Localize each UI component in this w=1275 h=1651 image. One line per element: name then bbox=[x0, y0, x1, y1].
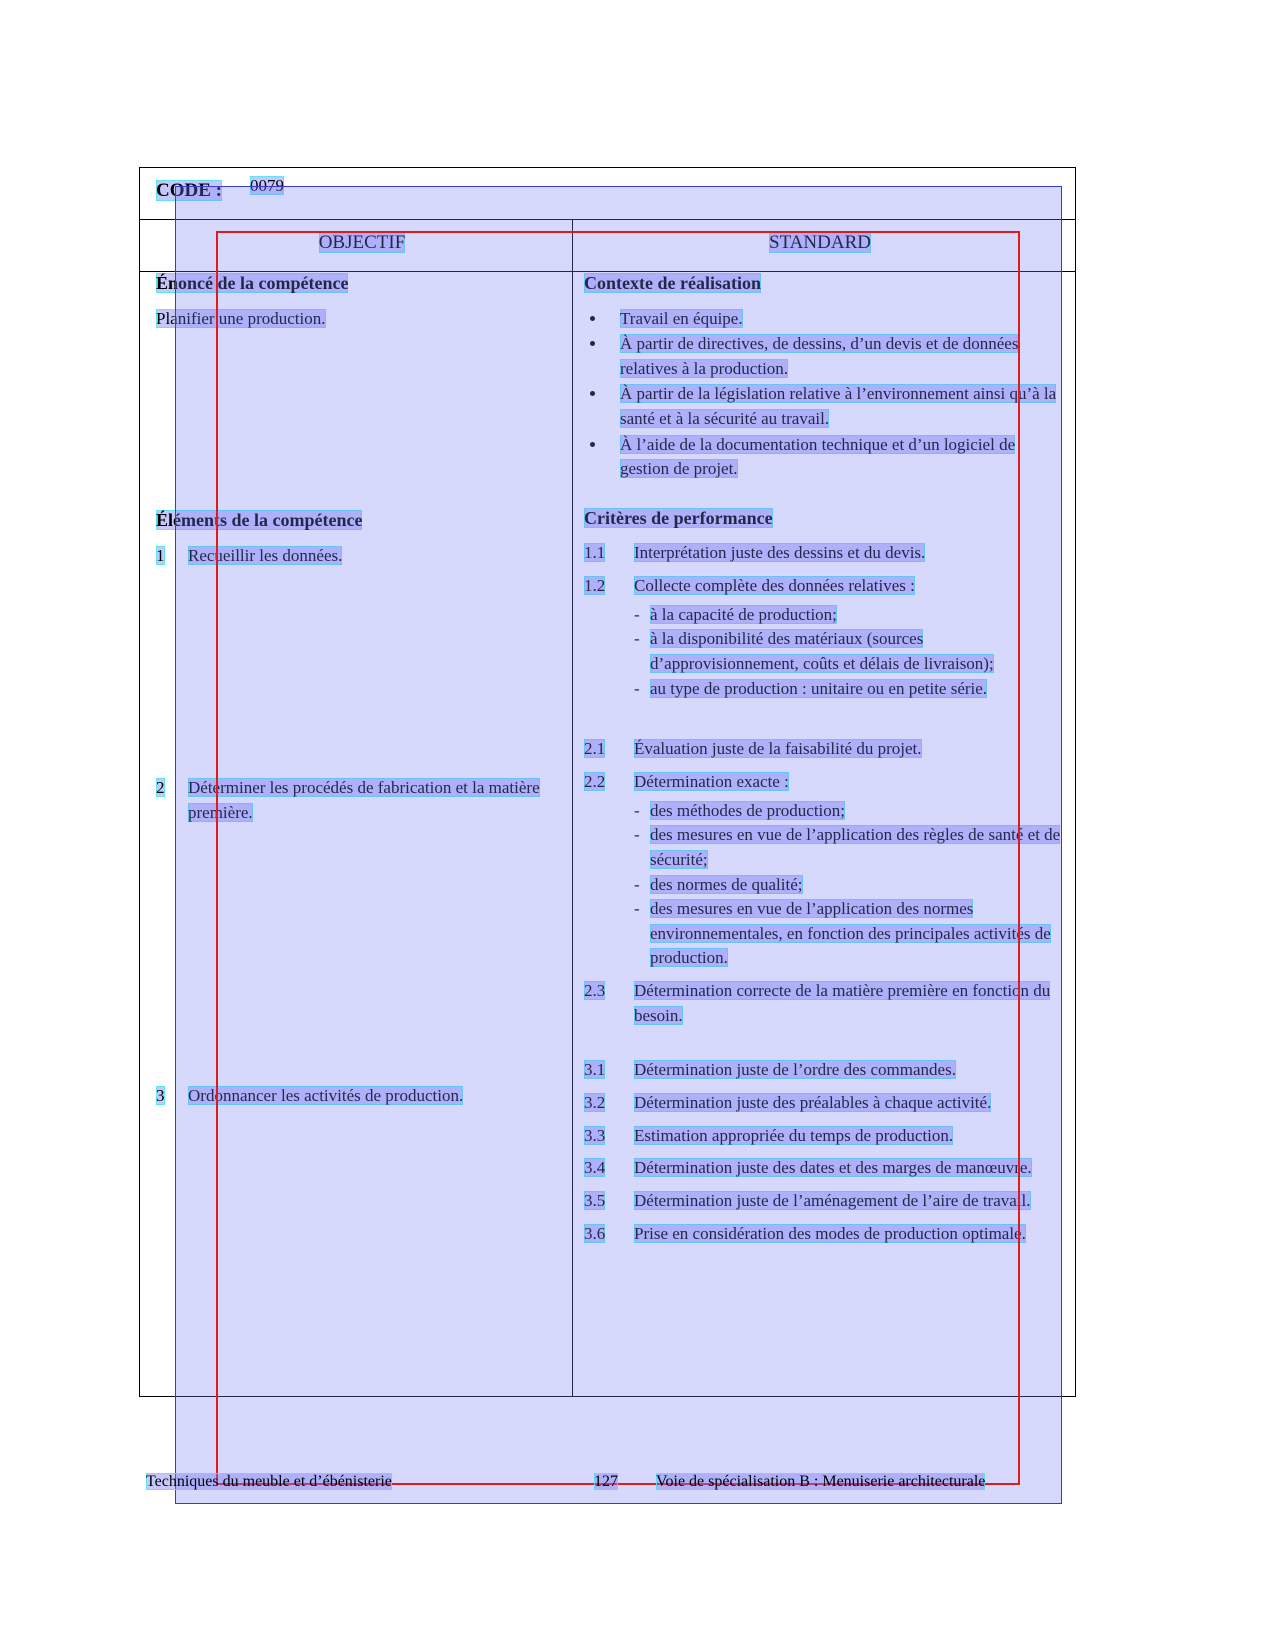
criteria-text: Détermination juste des préalables à chaque activité. bbox=[634, 1093, 992, 1113]
criteres-title bbox=[584, 507, 1066, 530]
criteria-row bbox=[584, 1222, 1066, 1247]
footer-page-number: 127 bbox=[594, 1473, 618, 1490]
enonce-title-text: Énoncé de la compétence bbox=[156, 273, 349, 293]
contexte-title-text: Contexte de réalisation bbox=[584, 273, 761, 293]
dash-icon: - bbox=[634, 629, 640, 649]
bullet-icon bbox=[590, 391, 595, 396]
element-number-1: 1 bbox=[156, 545, 165, 565]
criteria-row bbox=[584, 770, 1066, 971]
list-item: - des normes de qualité; bbox=[634, 873, 1066, 898]
criteria-row bbox=[584, 737, 1066, 762]
dash-icon: - bbox=[634, 899, 640, 919]
code-label-text: CODE : bbox=[156, 180, 222, 201]
criteria-number: 3.4 bbox=[584, 1158, 606, 1178]
criteria-number: 3.3 bbox=[584, 1125, 606, 1145]
dash-icon: - bbox=[634, 874, 640, 894]
dash-icon: - bbox=[634, 678, 640, 698]
list-item: - des mesures en vue de l’application des règles de santé et de sécurité; bbox=[634, 825, 1061, 869]
list-item: À partir de la législation relative à l’environnement ainsi qu’à la santé et à la sécurité au travail. bbox=[584, 382, 1066, 431]
criteria-row bbox=[584, 541, 1066, 566]
criteria-text: Détermination juste de l’aménagement de l’aire de travail. bbox=[634, 1190, 1031, 1210]
criteria-sub-list bbox=[634, 603, 1066, 702]
list-item: - des méthodes de production; bbox=[634, 799, 1066, 824]
criteria-text: Détermination exacte : bbox=[634, 771, 789, 791]
list-item: Travail en équipe. bbox=[584, 307, 1066, 332]
dash-icon: - bbox=[634, 604, 640, 624]
bullet-icon bbox=[590, 341, 595, 346]
contexte-title bbox=[584, 272, 1066, 295]
element-text-1: Recueillir les données. bbox=[188, 545, 343, 565]
criteria-text: Collecte complète des données relatives : bbox=[634, 576, 915, 596]
table-body bbox=[140, 272, 1075, 1397]
criteria-text: Prise en considération des modes de production optimale. bbox=[634, 1223, 1026, 1243]
criteria-number: 1.1 bbox=[584, 543, 606, 563]
code-row bbox=[140, 168, 1075, 220]
criteria-number: 2.1 bbox=[584, 739, 606, 759]
criteria-text: Détermination correcte de la matière première en fonction du besoin. bbox=[634, 981, 1051, 1025]
table-header-row bbox=[140, 220, 1075, 272]
enonce-text-value: Planifier une production. bbox=[156, 308, 326, 328]
column-header-standard bbox=[575, 232, 1065, 254]
criteria-group-1 bbox=[584, 541, 1066, 701]
list-item: - à la disponibilité des matériaux (sources d’approvisionnement, coûts et délais de livraison); bbox=[634, 629, 994, 674]
criteria-text: Détermination juste des dates et des marges de manœuvre. bbox=[634, 1158, 1032, 1178]
column-header-standard-text: STANDARD bbox=[769, 232, 871, 253]
criteria-sub-list bbox=[634, 799, 1066, 971]
element-text-2: Déterminer les procédés de fabrication et la matière première. bbox=[188, 778, 540, 822]
column-header-objectif-text: OBJECTIF bbox=[318, 232, 406, 253]
elements-title bbox=[156, 509, 566, 532]
element-text-3: Ordonnancer les activités de production. bbox=[188, 1085, 464, 1105]
list-item: À l’aide de la documentation technique et d’un logiciel de gestion de projet. bbox=[584, 433, 1066, 482]
criteria-text: Interprétation juste des dessins et du devis. bbox=[634, 543, 926, 563]
criteria-row bbox=[584, 574, 1066, 701]
criteres-title-text: Critères de performance bbox=[584, 507, 773, 528]
dash-icon: - bbox=[634, 800, 640, 820]
criteria-number: 2.3 bbox=[584, 981, 606, 1001]
element-row-1 bbox=[156, 544, 566, 569]
objectif-column bbox=[156, 272, 566, 1108]
criteria-group-2 bbox=[584, 737, 1066, 1028]
criteria-number: 3.2 bbox=[584, 1093, 606, 1113]
code-label bbox=[156, 180, 222, 202]
code-value bbox=[250, 176, 284, 196]
footer-program-name: Techniques du meuble et d’ébénisterie bbox=[146, 1473, 392, 1490]
criteria-text: Évaluation juste de la faisabilité du projet. bbox=[634, 739, 922, 759]
bullet-icon bbox=[590, 316, 595, 321]
criteria-row bbox=[584, 1091, 1066, 1116]
element-row-2 bbox=[156, 776, 566, 825]
element-row-3 bbox=[156, 1084, 566, 1109]
column-header-objectif bbox=[154, 232, 570, 254]
criteria-row bbox=[584, 979, 1066, 1028]
criteria-number: 3.1 bbox=[584, 1060, 606, 1080]
list-item: - à la capacité de production; bbox=[634, 603, 1066, 628]
contexte-list bbox=[584, 307, 1066, 482]
criteria-row bbox=[584, 1124, 1066, 1149]
element-number-2: 2 bbox=[156, 778, 165, 798]
code-value-text: 0079 bbox=[250, 176, 284, 195]
criteria-number: 3.5 bbox=[584, 1190, 606, 1210]
criteria-group-3 bbox=[584, 1058, 1066, 1246]
document-page-frame bbox=[139, 167, 1076, 1397]
elements-title-text: Éléments de la compétence bbox=[156, 510, 363, 531]
element-number-3: 3 bbox=[156, 1085, 165, 1105]
criteria-row bbox=[584, 1156, 1066, 1181]
criteria-number: 1.2 bbox=[584, 576, 606, 596]
bullet-icon bbox=[590, 442, 595, 447]
enonce-text bbox=[156, 307, 566, 332]
standard-column bbox=[584, 272, 1066, 1254]
criteria-text: Détermination juste de l’ordre des commandes. bbox=[634, 1060, 956, 1080]
criteria-number: 2.2 bbox=[584, 771, 606, 791]
criteria-text: Estimation appropriée du temps de production. bbox=[634, 1125, 954, 1145]
list-item: À partir de directives, de dessins, d’un devis et de données relatives à la production. bbox=[584, 332, 1066, 381]
enonce-title bbox=[156, 272, 566, 295]
criteria-number: 3.6 bbox=[584, 1223, 606, 1243]
list-item: - au type de production : unitaire ou en petite série. bbox=[634, 677, 1066, 702]
list-item: - des mesures en vue de l’application des normes environnementales, en fonction des principales activités de production. bbox=[634, 899, 1051, 968]
footer-specialization: Voie de spécialisation B : Menuiserie architecturale bbox=[656, 1473, 986, 1490]
dash-icon: - bbox=[634, 825, 640, 845]
criteria-row bbox=[584, 1189, 1066, 1214]
criteria-row bbox=[584, 1058, 1066, 1083]
